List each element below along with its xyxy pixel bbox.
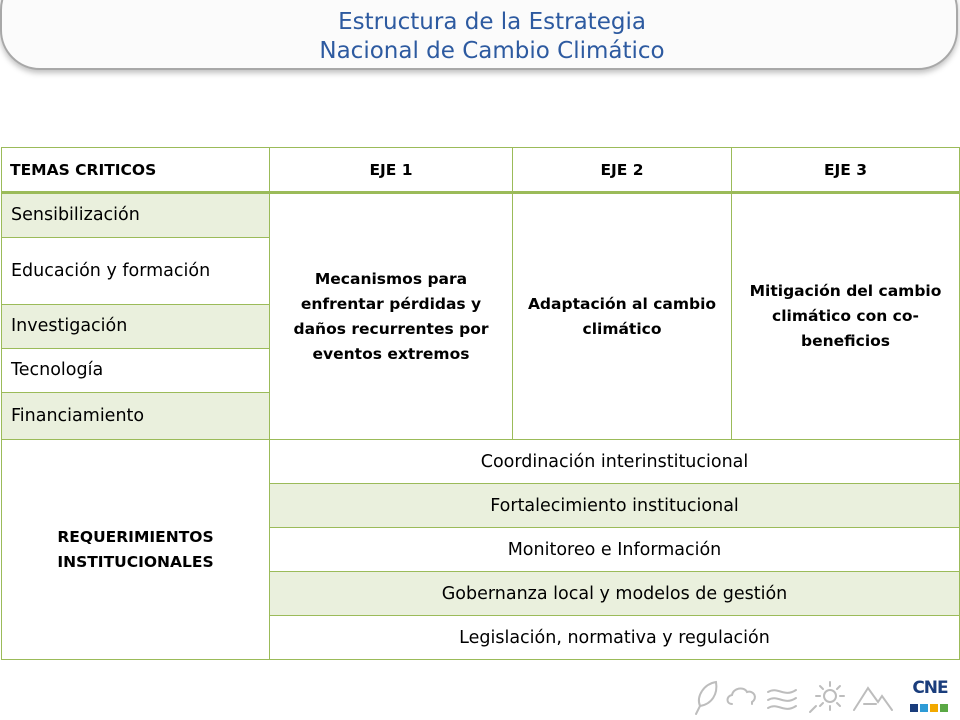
wind-icon [768, 690, 796, 709]
strategy-table [1, 147, 960, 660]
requirement-coordinacion: Coordinación interinstitucional [270, 440, 960, 484]
axis-eje-1: Mecanismos para enfrentar pérdidas y daños recurrentes por eventos extremos [270, 193, 513, 440]
logo-bar [930, 704, 938, 712]
logo-bar [940, 704, 948, 712]
title-line-2: Nacional de Cambio Climático [319, 38, 665, 64]
table-row [2, 193, 960, 238]
footer-logos [692, 676, 952, 716]
requirement-fortalecimiento: Fortalecimiento institucional [270, 484, 960, 528]
axis-eje-3: Mitigación del cambio climático con co-beneficios [732, 193, 960, 440]
cne-logo-text: CNE [912, 678, 948, 698]
requirements-label: REQUERIMIENTOS INSTITUCIONALES [2, 440, 270, 660]
header-row [2, 148, 960, 193]
sun-icon [810, 682, 844, 712]
theme-tecnologia: Tecnología [2, 349, 270, 393]
theme-sensibilizacion: Sensibilización [2, 193, 270, 238]
cloud-icon [728, 688, 755, 704]
header-eje-3: EJE 3 [732, 148, 960, 193]
title-line-1: Estructura de la Estrategia [338, 9, 646, 35]
requirement-monitoreo: Monitoreo e Información [270, 528, 960, 572]
requirement-legislacion: Legislación, normativa y regulación [270, 616, 960, 660]
logo-bar [920, 704, 928, 712]
table-row [2, 440, 960, 484]
logo-bar [910, 704, 918, 712]
header-eje-1: EJE 1 [270, 148, 513, 193]
theme-educacion: Educación y formación [2, 238, 270, 305]
theme-financiamiento: Financiamiento [2, 393, 270, 440]
leaf-icon [696, 682, 716, 714]
climate-icons [692, 676, 902, 716]
header-eje-2: EJE 2 [513, 148, 732, 193]
header-temas-criticos: TEMAS CRITICOS [2, 148, 270, 193]
axis-eje-2: Adaptación al cambio climático [513, 193, 732, 440]
page-title [0, 8, 960, 66]
requirement-gobernanza: Gobernanza local y modelos de gestión [270, 572, 960, 616]
mountain-icon [854, 688, 892, 710]
cne-logo [908, 678, 952, 716]
theme-investigacion: Investigación [2, 305, 270, 349]
